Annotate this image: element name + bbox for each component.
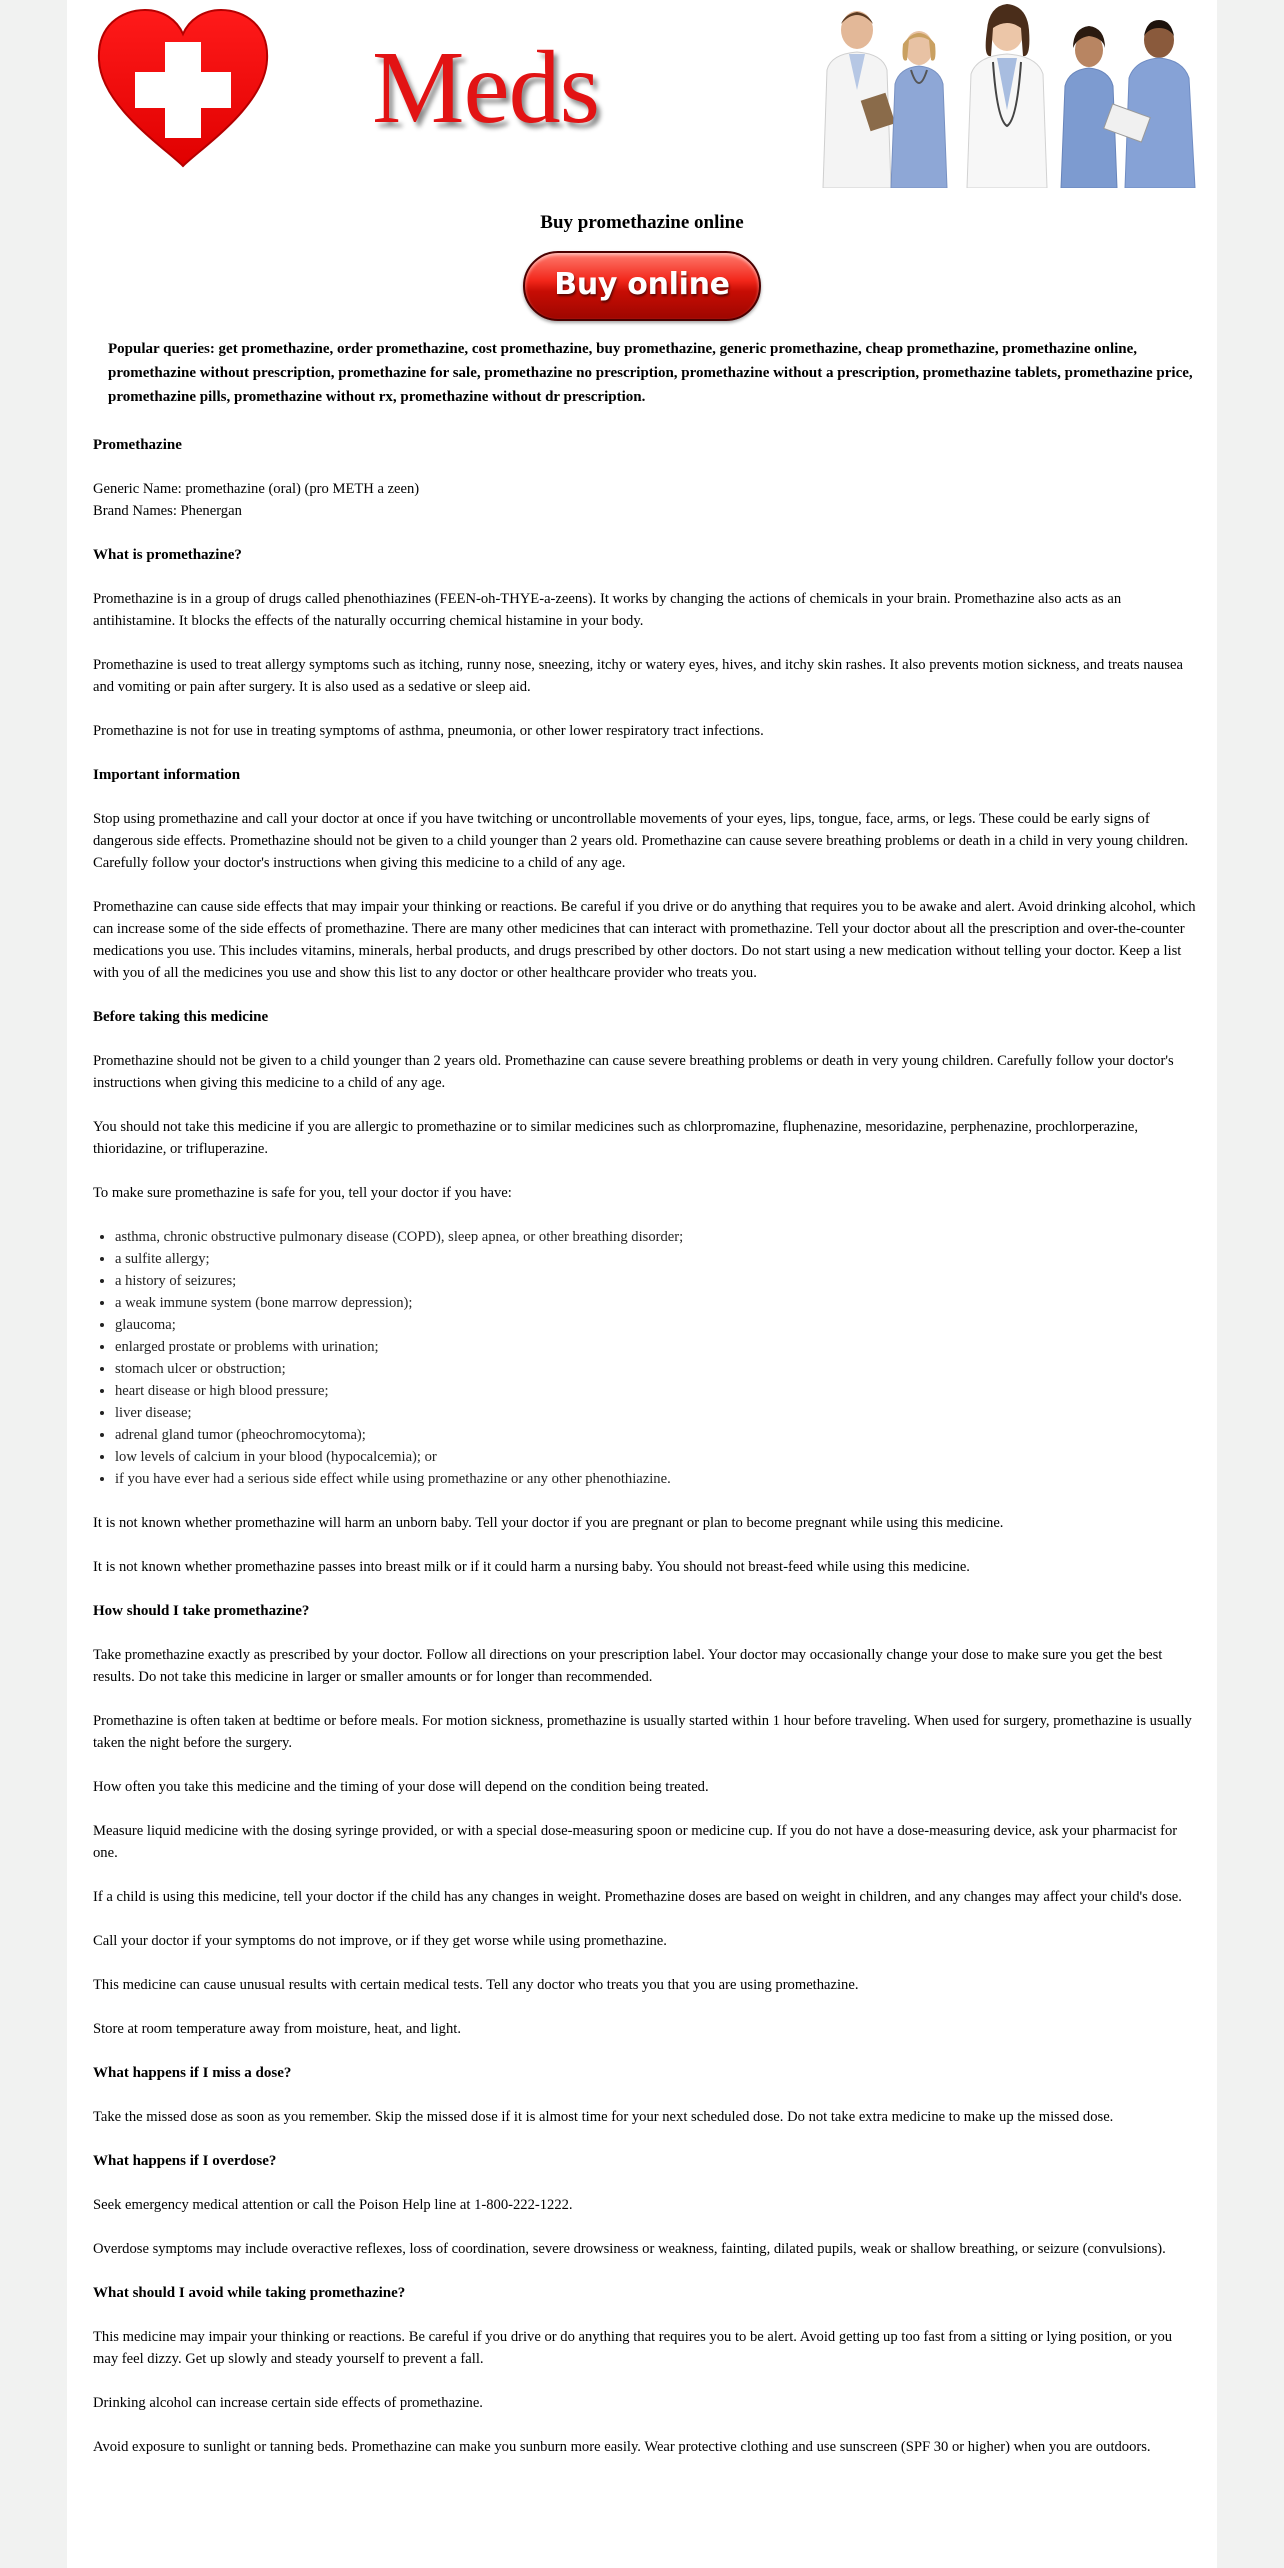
paragraph: Promethazine is often taken at bedtime or before meals. For motion sickness, promethazine is usually started within 1 hour before traveling. When used for surgery, promethazine is usually taken the night before the surgery. (93, 1713, 1192, 1751)
list-item: • liver disease; (115, 1402, 1199, 1424)
section-heading-what-is: What is promethazine? (93, 547, 242, 563)
page (67, 0, 1217, 2568)
section-heading-important: Important information (93, 767, 241, 783)
article-title: Promethazine (93, 437, 182, 453)
buy-online-button[interactable]: Buy online (523, 251, 761, 321)
paragraph: Seek emergency medical attention or call the Poison Help line at 1-800-222-1222. (93, 2197, 573, 2213)
paragraph: Drinking alcohol can increase certain side effects of promethazine. (93, 2395, 483, 2411)
paragraph: How often you take this medicine and the timing of your dose will depend on the condition being treated. (93, 1779, 709, 1795)
buy-heading: Buy promethazine online (540, 212, 744, 233)
doctors-group-image (807, 0, 1207, 188)
paragraph: It is not known whether promethazine will harm an unborn baby. Tell your doctor if you are pregnant or plan to become pregnant while using this medicine. (93, 1515, 1004, 1531)
list-item: • glaucoma; (115, 1314, 1199, 1336)
list-item: • heart disease or high blood pressure; (115, 1380, 1199, 1402)
paragraph: Avoid exposure to sunlight or tanning beds. Promethazine can make you sunburn more easily. Wear protective clothing and use sunscreen (SPF 30 or higher) when you are outdoors. (93, 2439, 1151, 2455)
paragraph: Take the missed dose as soon as you remember. Skip the missed dose if it is almost time for your next scheduled dose. Do not take extra medicine to make up the missed dose. (93, 2109, 1114, 2125)
section-heading-missed: What happens if I miss a dose? (93, 2065, 292, 2081)
list-item: • if you have ever had a serious side effect while using promethazine or any other phenothiazine. (115, 1468, 1199, 1490)
heart-cross-icon (95, 8, 271, 168)
list-item: • a history of seizures; (115, 1270, 1199, 1292)
paragraph: Promethazine should not be given to a child younger than 2 years old. Promethazine can cause severe breathing problems or death in very young children. Carefully follow your doctor's instructions when giving this medicine to a child of any age. (93, 1053, 1174, 1091)
generic-name: Generic Name: promethazine (oral) (pro METH a zeen) (93, 481, 420, 497)
list-item: • a sulfite allergy; (115, 1248, 1199, 1270)
paragraph: Take promethazine exactly as prescribed by your doctor. Follow all directions on your prescription label. Your doctor may occasionally change your dose to make sure you get the best results. Do not take this medicine in larger or smaller amounts or for longer than recommended. (93, 1647, 1163, 1685)
paragraph: Stop using promethazine and call your doctor at once if you have twitching or uncontrollable movements of your eyes, lips, tongue, face, arms, or legs. These could be early signs of dangerous side effects. Promethazine should not be given to a child younger than 2 years old. Promethazine can cause severe breathing problems or death in a child in very young children. Carefully follow your doctor's instructions when giving this medicine to a child of any age. (93, 811, 1189, 871)
popular-queries: Popular queries: get promethazine, order promethazine, cost promethazine, buy promethazine, generic promethazine, cheap promethazine, promethazine online, promethazine without prescription, promethazine for sale, promethazine no prescription, promethazine without a prescription, promethazine tablets, promethazine price, promethazine pills, promethazine without rx, promethazine without dr prescription. (108, 341, 1193, 405)
paragraph: Promethazine is not for use in treating symptoms of asthma, pneumonia, or other lower respiratory tract infections. (93, 723, 764, 739)
section-heading-how: How should I take promethazine? (93, 1603, 310, 1619)
list-item: • a weak immune system (bone marrow depression); (115, 1292, 1199, 1314)
list-item: • enlarged prostate or problems with urination; (115, 1336, 1199, 1358)
paragraph: Promethazine can cause side effects that may impair your thinking or reactions. Be careful if you drive or do anything that requires you to be awake and alert. Avoid drinking alcohol, which can increase some of the side effects of promethazine. There are many other medicines that can interact with promethazine. Tell your doctor about all the prescription and over-the-counter medications you use. This includes vitamins, minerals, herbal products, and drugs prescribed by other doctors. Do not start using a new medication without telling your doctor. Keep a list with you of all the medicines you use and show this list to any doctor or other healthcare provider who treats you. (93, 899, 1196, 981)
paragraph: Store at room temperature away from moisture, heat, and light. (93, 2021, 461, 2037)
paragraph: Measure liquid medicine with the dosing syringe provided, or with a special dose-measuring spoon or medicine cup. If you do not have a dose-measuring device, ask your pharmacist for one. (93, 1823, 1178, 1861)
paragraph: Promethazine is used to treat allergy symptoms such as itching, runny nose, sneezing, itchy or watery eyes, hives, and itchy skin rashes. It also prevents motion sickness, and treats nausea and vomiting or pain after surgery. It is also used as a sedative or sleep aid. (93, 657, 1183, 695)
header (67, 0, 1217, 195)
paragraph: You should not take this medicine if you are allergic to promethazine or to similar medicines such as chlorpromazine, fluphenazine, mesoridazine, perphenazine, prochlorperazine, thioridazine, or trifluperazine. (93, 1119, 1138, 1157)
list-item: • asthma, chronic obstructive pulmonary disease (COPD), sleep apnea, or other breathing disorder; (115, 1226, 1199, 1248)
paragraph: To make sure promethazine is safe for you, tell your doctor if you have: (93, 1185, 512, 1201)
paragraph: Call your doctor if your symptoms do not improve, or if they get worse while using promethazine. (93, 1933, 667, 1949)
list-item: • low levels of calcium in your blood (hypocalcemia); or (115, 1446, 1199, 1468)
section-heading-avoid: What should I avoid while taking promethazine? (93, 2285, 406, 2301)
paragraph: This medicine may impair your thinking or reactions. Be careful if you drive or do anything that requires you to be alert. Avoid getting up too fast from a sitting or lying position, or you may feel dizzy. Get up slowly and steady yourself to prevent a fall. (93, 2329, 1173, 2367)
paragraph: Overdose symptoms may include overactive reflexes, loss of coordination, severe drowsiness or weakness, fainting, dilated pupils, weak or shallow breathing, or seizure (convulsions). (93, 2241, 1166, 2257)
section-heading-before: Before taking this medicine (93, 1009, 269, 1025)
article (93, 434, 1199, 2480)
paragraph: This medicine can cause unusual results with certain medical tests. Tell any doctor who treats you that you are using promethazine. (93, 1977, 859, 1993)
list-item: • stomach ulcer or obstruction; (115, 1358, 1199, 1380)
section-heading-overdose: What happens if I overdose? (93, 2153, 277, 2169)
conditions-list (93, 1226, 1199, 1490)
list-item: • adrenal gland tumor (pheochromocytoma); (115, 1424, 1199, 1446)
paragraph: Promethazine is in a group of drugs called phenothiazines (FEEN-oh-THYE-a-zeens). It works by changing the actions of chemicals in your brain. Promethazine also acts as an antihistamine. It blocks the effects of the naturally occurring chemical histamine in your body. (93, 591, 1122, 629)
drug-names (93, 478, 1199, 522)
brand-names: Brand Names: Phenergan (93, 503, 242, 519)
site-title: Meds (372, 30, 600, 145)
paragraph: If a child is using this medicine, tell your doctor if the child has any changes in weight. Promethazine doses are based on weight in children, and any changes may affect your child's dose. (93, 1889, 1182, 1905)
paragraph: It is not known whether promethazine passes into breast milk or if it could harm a nursing baby. You should not breast-feed while using this medicine. (93, 1559, 970, 1575)
